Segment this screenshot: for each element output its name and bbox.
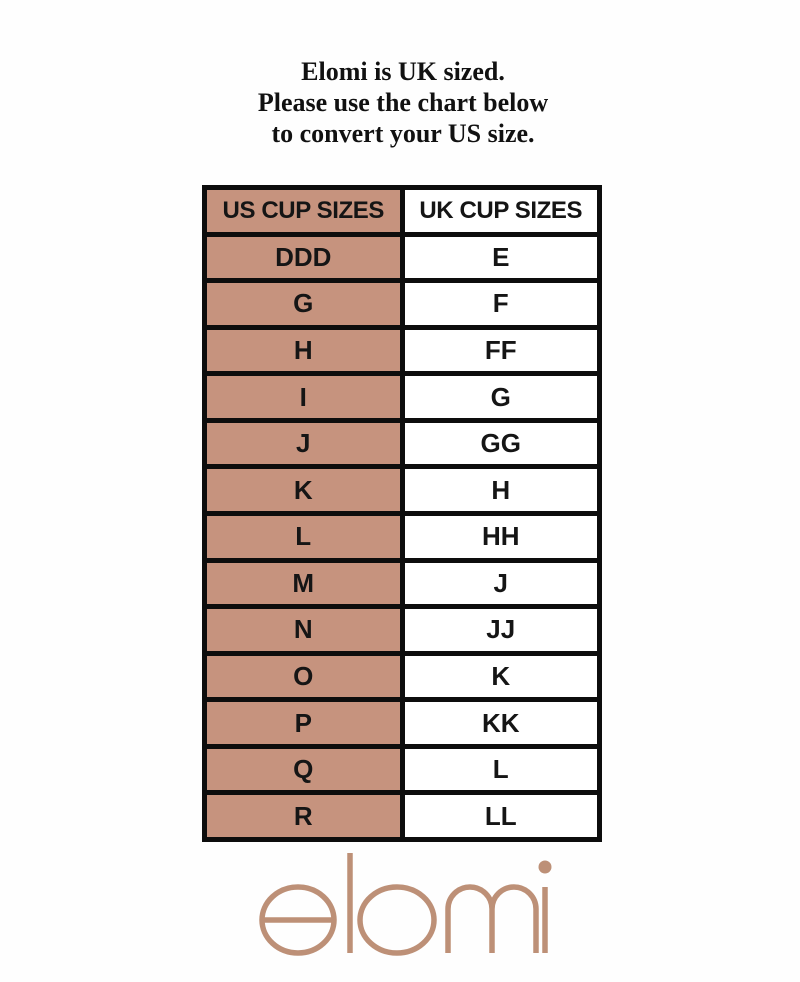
uk-size-cell: GG [405,423,598,465]
us-size-cell: K [207,469,400,511]
uk-size-cell: K [405,656,598,698]
us-size-cell: DDD [207,237,400,279]
page-title [0,56,800,149]
uk-size-cell: F [405,283,598,325]
us-size-cell: J [207,423,400,465]
us-size-cell: G [207,283,400,325]
us-size-cell: P [207,702,400,744]
uk-size-cell: H [405,469,598,511]
uk-size-cell: HH [405,516,598,558]
logo-text [0,0,1,1]
us-size-cell: N [207,609,400,651]
us-size-cell: O [207,656,400,698]
uk-size-cell: KK [405,702,598,744]
us-size-cell: H [207,330,400,372]
uk-size-cell: J [405,563,598,605]
elomi-logo [252,846,558,958]
uk-size-cell: JJ [405,609,598,651]
cup-size-conversion-table [202,185,602,842]
title-line-1: Elomi is UK sized. [301,57,505,86]
logo-letter-m [448,887,536,953]
uk-size-cell: E [405,237,598,279]
us-size-cell: M [207,563,400,605]
uk-size-cell: FF [405,330,598,372]
uk-size-cell: L [405,749,598,791]
us-size-cell: R [207,795,400,837]
title-line-2: Please use the chart below [257,88,549,117]
us-size-cell: L [207,516,400,558]
logo-letter-o [360,887,434,953]
us-cup-sizes-header: US CUP SIZES [207,190,400,232]
uk-size-cell: LL [405,795,598,837]
title-line-3: to convert your US size. [271,119,535,148]
uk-size-cell: G [405,376,598,418]
logo-letter-i-dot [539,861,552,874]
us-size-cell: Q [207,749,400,791]
uk-cup-sizes-header: UK CUP SIZES [405,190,598,232]
us-size-cell: I [207,376,400,418]
